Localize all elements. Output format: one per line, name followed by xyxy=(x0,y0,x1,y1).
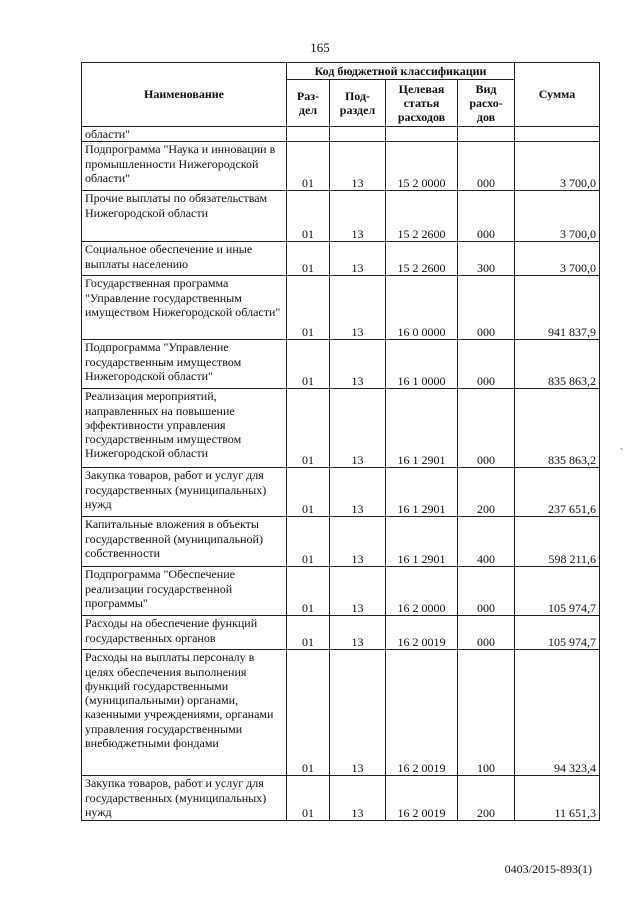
cell-sum: 835 863,2 xyxy=(515,340,600,389)
cell-name: Закупка товаров, работ и услуг для государственных (муниципальных) нужд xyxy=(82,776,287,821)
header-vid-text: Вид расхо- дов xyxy=(469,81,503,125)
table-row xyxy=(82,127,600,142)
cell-razdel: 01 xyxy=(287,191,330,242)
cell-podrazdel: 13 xyxy=(330,340,386,389)
cell-vid: 000 xyxy=(458,142,515,191)
cell-target: 16 2 0000 xyxy=(386,567,458,616)
cell-razdel: 01 xyxy=(287,242,330,276)
table-row xyxy=(82,650,600,776)
header-podrazdel xyxy=(330,80,386,127)
cell-sum: 11 651,3 xyxy=(515,776,600,821)
cell-target: 16 2 0019 xyxy=(386,616,458,650)
cell-vid: 000 xyxy=(458,340,515,389)
cell-razdel: 01 xyxy=(287,276,330,340)
cell-vid: 100 xyxy=(458,650,515,776)
cell-target: 15 2 2600 xyxy=(386,242,458,276)
cell-sum: 3 700,0 xyxy=(515,191,600,242)
header-row-top xyxy=(82,63,600,80)
table-row xyxy=(82,191,600,242)
cell-vid: 000 xyxy=(458,276,515,340)
cell-target: 16 1 2901 xyxy=(386,517,458,567)
cell-sum: 3 700,0 xyxy=(515,142,600,191)
cell-target: 16 0 0000 xyxy=(386,276,458,340)
cell-razdel: 01 xyxy=(287,389,330,468)
header-target-text: Целевая статья расходов xyxy=(397,81,446,125)
header-vid xyxy=(458,80,515,127)
cell-podrazdel: 13 xyxy=(330,191,386,242)
cell-name: Прочие выплаты по обязательствам Нижегородской области xyxy=(82,191,287,242)
cell-sum: 598 211,6 xyxy=(515,517,600,567)
cell-target: 16 1 0000 xyxy=(386,340,458,389)
page-number: 165 xyxy=(310,40,330,55)
cell-vid xyxy=(458,127,515,142)
cell-name: Реализация мероприятий, направленных на повышение эффективности управления государственным имуществом Нижегородской области xyxy=(82,389,287,468)
table-row xyxy=(82,567,600,616)
cell-vid: 300 xyxy=(458,242,515,276)
table-row xyxy=(82,142,600,191)
cell-target xyxy=(386,127,458,142)
cell-razdel: 01 xyxy=(287,517,330,567)
cell-target: 15 2 0000 xyxy=(386,142,458,191)
table-row xyxy=(82,389,600,468)
cell-vid: 200 xyxy=(458,776,515,821)
cell-podrazdel: 13 xyxy=(330,142,386,191)
header-razdel xyxy=(287,80,330,127)
cell-sum: 105 974,7 xyxy=(515,616,600,650)
cell-podrazdel: 13 xyxy=(330,276,386,340)
table-row xyxy=(82,340,600,389)
cell-sum xyxy=(515,127,600,142)
cell-target: 15 2 2600 xyxy=(386,191,458,242)
cell-name: Государственная программа "Управление государственным имуществом Нижегородской области" xyxy=(82,276,287,340)
budget-table xyxy=(81,62,600,821)
cell-podrazdel: 13 xyxy=(330,389,386,468)
cell-podrazdel: 13 xyxy=(330,650,386,776)
cell-razdel: 01 xyxy=(287,650,330,776)
cell-podrazdel: 13 xyxy=(330,776,386,821)
stray-mark: ` xyxy=(620,448,624,459)
cell-vid: 200 xyxy=(458,468,515,517)
cell-target: 16 1 2901 xyxy=(386,389,458,468)
cell-razdel xyxy=(287,127,330,142)
cell-name: Подпрограмма "Обеспечение реализации государственной программы" xyxy=(82,567,287,616)
cell-name: Расходы на обеспечение функций государственных органов xyxy=(82,616,287,650)
cell-vid: 000 xyxy=(458,191,515,242)
cell-razdel: 01 xyxy=(287,142,330,191)
cell-sum: 3 700,0 xyxy=(515,242,600,276)
cell-razdel: 01 xyxy=(287,340,330,389)
table-row xyxy=(82,276,600,340)
cell-target: 16 2 0019 xyxy=(386,650,458,776)
cell-vid: 000 xyxy=(458,616,515,650)
cell-name: Расходы на выплаты персоналу в целях обеспечения выполнения функций государственными (муниципальными) органами, казенными учреждениями, органами управления государственными внебюджетными фондами xyxy=(82,650,287,776)
header-target xyxy=(386,80,458,127)
cell-sum: 941 837,9 xyxy=(515,276,600,340)
header-classification: Код бюджетной классификации xyxy=(287,63,515,80)
table-row xyxy=(82,468,600,517)
header-razdel-text: Раз- дел xyxy=(296,88,320,117)
cell-vid: 400 xyxy=(458,517,515,567)
table-row xyxy=(82,517,600,567)
header-podrazdel-text: Под- раздел xyxy=(339,88,376,117)
cell-razdel: 01 xyxy=(287,616,330,650)
cell-name: Капитальные вложения в объекты государственной (муниципальной) собственности xyxy=(82,517,287,567)
cell-razdel: 01 xyxy=(287,567,330,616)
cell-razdel: 01 xyxy=(287,776,330,821)
cell-podrazdel: 13 xyxy=(330,468,386,517)
cell-name: области" xyxy=(82,127,287,142)
cell-vid: 000 xyxy=(458,567,515,616)
cell-podrazdel: 13 xyxy=(330,242,386,276)
cell-name: Социальное обеспечение и иные выплаты населению xyxy=(82,242,287,276)
header-name: Наименование xyxy=(82,63,287,127)
table-row xyxy=(82,776,600,821)
cell-sum: 835 863,2 xyxy=(515,389,600,468)
cell-target: 16 1 2901 xyxy=(386,468,458,517)
cell-podrazdel: 13 xyxy=(330,567,386,616)
cell-target: 16 2 0019 xyxy=(386,776,458,821)
cell-sum: 105 974,7 xyxy=(515,567,600,616)
cell-razdel: 01 xyxy=(287,468,330,517)
cell-sum: 94 323,4 xyxy=(515,650,600,776)
document-code: 0403/2015-893(1) xyxy=(504,862,592,876)
cell-name: Закупка товаров, работ и услуг для государственных (муниципальных) нужд xyxy=(82,468,287,517)
cell-podrazdel: 13 xyxy=(330,616,386,650)
table-row xyxy=(82,616,600,650)
cell-vid: 000 xyxy=(458,389,515,468)
cell-name: Подпрограмма "Наука и инновации в промышленности Нижегородской области" xyxy=(82,142,287,191)
cell-podrazdel xyxy=(330,127,386,142)
cell-podrazdel: 13 xyxy=(330,517,386,567)
header-sum: Сумма xyxy=(515,63,600,127)
cell-name: Подпрограмма "Управление государственным имуществом Нижегородской области" xyxy=(82,340,287,389)
table-row xyxy=(82,242,600,276)
cell-sum: 237 651,6 xyxy=(515,468,600,517)
